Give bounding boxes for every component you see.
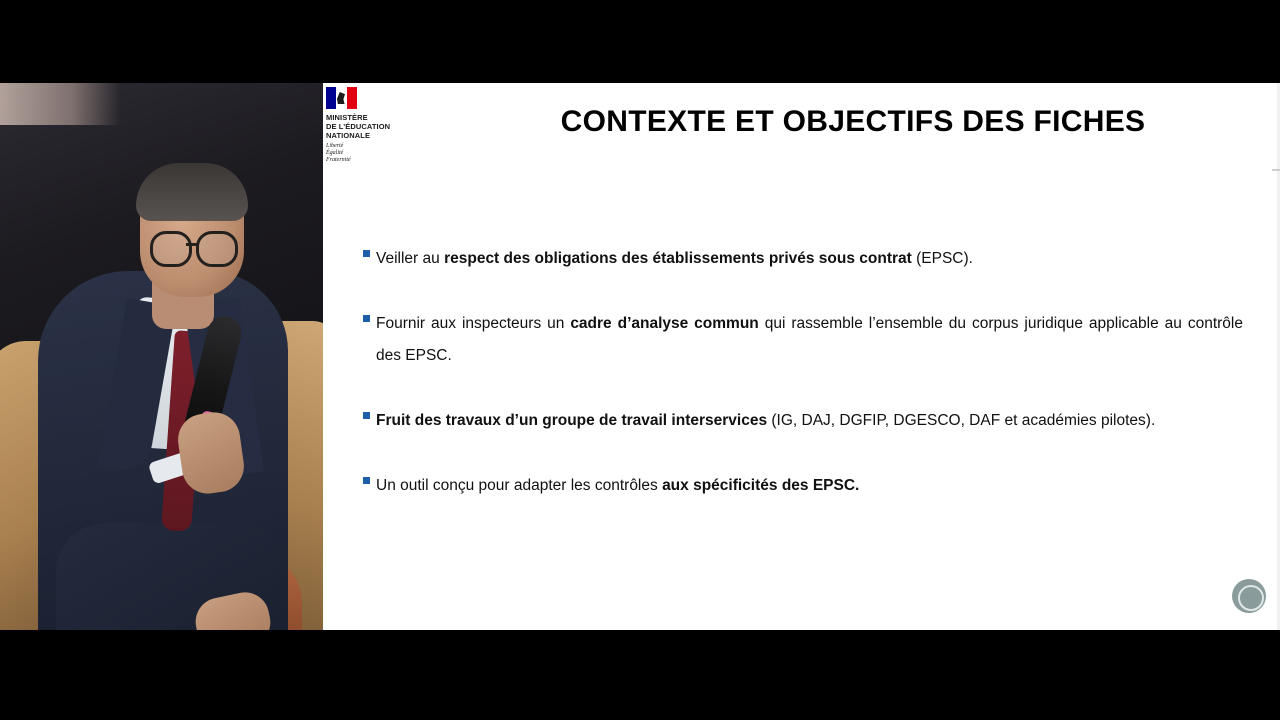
logo-line-1: MINISTÈRE [326, 113, 368, 122]
marianne-icon [336, 89, 347, 107]
logo-motto [326, 143, 351, 164]
bullet-text: Fruit des travaux d’un groupe de travail interservices (IG, DAJ, DGFIP, DGESCO, DAF et académies pilotes). [376, 412, 1156, 429]
ministere-education-nationale-logo [326, 87, 430, 163]
slide-edge-tick [1272, 169, 1280, 171]
speaker-video-feed[interactable] [0, 83, 323, 630]
slide-title: CONTEXTE ET OBJECTIFS DES FICHES [560, 105, 1146, 138]
video-light-streak [0, 83, 120, 125]
list-item [363, 405, 1243, 437]
slide-bullet-list [363, 243, 1243, 502]
recording-indicator-ring [1238, 585, 1264, 611]
glasses-lens-right [196, 231, 238, 267]
letterbox-top [0, 0, 1280, 83]
speaker-hair [136, 163, 248, 221]
motto-line-3: Fraternité [326, 157, 351, 163]
bullet-text: Un outil conçu pour adapter les contrôles aux spécificités des EPSC. [376, 477, 860, 494]
recording-indicator[interactable] [1232, 579, 1266, 613]
motto-line-2: Égalité [326, 150, 344, 156]
bullet-square-icon [363, 250, 370, 257]
glasses-lens-left [150, 231, 192, 267]
letterbox-bottom [0, 630, 1280, 720]
bullet-text: Fournir aux inspecteurs un cadre d’analyse commun qui rassemble l’ensemble du corpus juridique applicable au contrôle des EPSC. [376, 315, 1243, 364]
list-item [363, 470, 1243, 502]
bullet-square-icon [363, 412, 370, 419]
bullet-text: Veiller au respect des obligations des établissements privés sous contrat (EPSC). [376, 250, 973, 267]
glasses-bridge [186, 243, 198, 246]
list-item [363, 308, 1243, 372]
bullet-square-icon [363, 315, 370, 322]
logo-line-3: NATIONALE [326, 131, 371, 140]
french-flag-icon [326, 87, 357, 109]
bullet-square-icon [363, 477, 370, 484]
motto-line-1: Liberté [326, 143, 344, 149]
list-item [363, 243, 1243, 275]
logo-line-2: DE L’ÉDUCATION [326, 122, 391, 131]
logo-title [326, 113, 390, 140]
presentation-slide[interactable] [323, 83, 1280, 630]
